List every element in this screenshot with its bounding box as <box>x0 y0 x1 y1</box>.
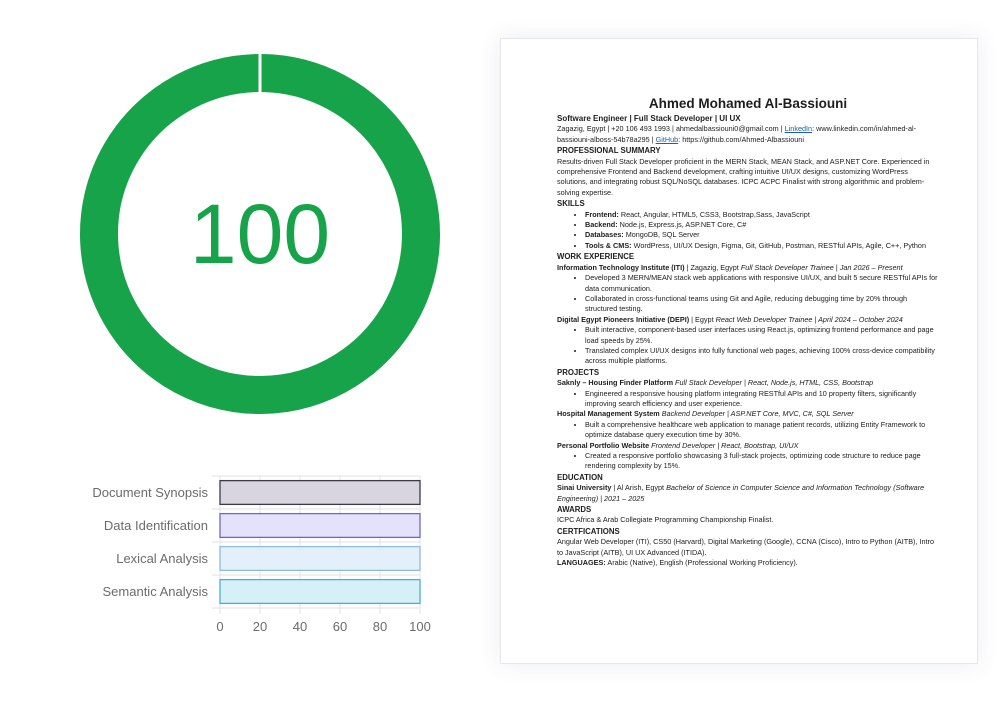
x-tick-label: 40 <box>292 619 308 634</box>
linkedin-link[interactable]: LinkedIn <box>784 124 813 134</box>
work-bullet: • Built interactive, component-based user interfaces using React.js, optimizing frontend performance and page load speeds by 25%. <box>585 325 939 346</box>
education-school: Sinai University <box>557 483 612 493</box>
skill-value: Node.js, Express.js, ASP.NET Core, C# <box>617 220 747 230</box>
skill-label: Tools & CMS: <box>585 240 632 250</box>
resume-contact <box>557 124 939 145</box>
languages-label: LANGUAGES: <box>557 558 606 568</box>
contact-details: Zagazig, Egypt | +20 106 493 1993 | ahmedalbassiouni0@gmail.com | <box>557 124 785 134</box>
education-heading: EDUCATION <box>557 472 603 482</box>
work-org: Information Technology Institute (ITI) <box>557 262 685 272</box>
project-title <box>557 441 939 451</box>
github-link[interactable]: GitHub <box>655 134 679 144</box>
skills-heading: SKILLS <box>557 199 585 209</box>
project-title <box>557 409 939 419</box>
work-bullets <box>557 273 939 315</box>
work-location: | Egypt <box>689 314 716 324</box>
skill-label: Databases: <box>585 230 624 240</box>
linkedin-url: : www.linkedin.com/in/ahmed-al-bassiouni-alboss-54b78a295 | <box>557 124 917 144</box>
x-tick-label: 0 <box>216 619 224 634</box>
resume-headline: Software Engineer | Full Stack Developer | UI UX <box>557 114 741 123</box>
skill-value: React, Angular, HTML5, CSS3, Bootstrap,Sass, JavaScript <box>618 209 810 219</box>
work-org: Digital Egypt Pioneers Initiative (DEPI) <box>557 314 690 324</box>
awards-text: ICPC Africa & Arab Collegiate Programming Championship Finalist. <box>557 515 774 525</box>
work-role: Full Stack Developer Trainee | Jan 2026 – Present <box>740 262 903 272</box>
work-bullet: • Developed 3 MERN/MEAN stack web applications with responsive UI/UX, and built 5 secure RESTful APIs for data communication. <box>585 273 939 294</box>
category-label: Lexical Analysis <box>116 551 208 566</box>
bar <box>220 547 420 571</box>
work-entry-title <box>557 263 939 273</box>
project-role: Full Stack Developer | React, Node.js, HTML, CSS, Bootstrap <box>673 378 874 388</box>
work-entry-title <box>557 315 939 325</box>
education-entry <box>557 483 939 504</box>
bar <box>220 481 420 505</box>
education-degree: Bachelor of Science in Computer Science and Information Technology (Software Engineering) | 2021 – 2025 <box>557 483 925 503</box>
score-gauge <box>60 44 460 424</box>
x-tick-label: 20 <box>252 619 268 634</box>
projects-heading: PROJECTS <box>557 367 600 377</box>
project-bullets <box>557 420 939 441</box>
skill-item <box>585 220 939 230</box>
work-bullets <box>557 325 939 367</box>
languages-text: Arabic (Native), English (Professional Working Proficiency). <box>605 558 798 568</box>
github-url: : https://github.com/Ahmed-Albassiouni <box>678 134 804 144</box>
skill-value: MongoDB, SQL Server <box>623 230 700 240</box>
summary-heading: PROFESSIONAL SUMMARY <box>557 146 661 156</box>
project-bullets <box>557 389 939 410</box>
project-bullet: • Created a responsive portfolio showcasing 3 full-stack projects, optimizing code structure to reduce page rendering complexity by 15%. <box>585 451 939 472</box>
awards-heading: AWARDS <box>557 505 592 515</box>
skill-item <box>585 230 939 240</box>
x-tick-label: 100 <box>409 619 431 634</box>
work-heading: WORK EXPERIENCE <box>557 252 635 262</box>
category-label: Data Identification <box>103 518 208 533</box>
bar-chart-svg <box>60 466 460 646</box>
project-bullet: • Built a comprehensive healthcare web application to manage patient records, utilizing Entity Framework to optimize database query execution time by 30%. <box>585 420 939 441</box>
skill-value: WordPress, UI/UX Design, Figma, Git, GitHub, Postman, RESTful APIs, Agile, C++, Python <box>631 240 927 250</box>
summary-text: Results-driven Full Stack Developer proficient in the MERN Stack, MEAN Stack, and ASP.NET Core. Experienced in comprehensive Frontend and Backend development, crafting intuitive UI/UX designs, customizing WordPress solutions, and integrating robust SQL/NoSQL databases. ICPC ACPC Finalist with strong algorithmic and problem-solving expertise. <box>557 156 930 197</box>
project-bullets <box>557 451 939 472</box>
x-tick-label: 80 <box>372 619 388 634</box>
skill-item <box>585 210 939 220</box>
skill-label: Backend: <box>585 220 618 230</box>
category-label: Semantic Analysis <box>102 584 208 599</box>
work-bullet: • Translated complex UI/UX designs into fully functional web pages, achieving 100% cross-device compatibility across multiple platforms. <box>585 346 939 367</box>
project-bullet: • Engineered a responsive housing platform integrating RESTful APIs and 10 property filters, significantly improving search efficiency and user experience. <box>585 389 939 410</box>
education-location: | Al Arish, Egypt <box>611 483 667 493</box>
chart-x-tick-labels <box>216 619 430 634</box>
skills-list <box>557 210 939 252</box>
work-location: | Zagazig, Egypt <box>684 262 741 272</box>
project-role: Backend Developer | ASP.NET Core, MVC, C#, SQL Server <box>659 409 854 419</box>
chart-category-labels <box>92 485 208 599</box>
project-name: Saknly – Housing Finder Platform <box>557 378 674 388</box>
skill-label: Frontend: <box>585 209 619 219</box>
project-name: Hospital Management System <box>557 409 660 419</box>
project-role: Frontend Developer | React, Bootstrap, UI/UX <box>649 440 799 450</box>
languages-line <box>557 558 939 568</box>
bar <box>220 580 420 604</box>
certifications-text: Angular Web Developer (ITI), CS50 (Harvard), Digital Marketing (Google), CCNA (Cisco), Intro to Python (AITB), Intro to JavaScript (AITB), UI UX Advanced (ITIDA). <box>557 537 934 557</box>
category-label: Document Synopsis <box>92 485 208 500</box>
work-bullet: • Collaborated in cross-functional teams using Git and Agile, reducing debugging time by 20% through structured testing. <box>585 294 939 315</box>
x-tick-label: 60 <box>332 619 348 634</box>
certifications-heading: CERTFICATIONS <box>557 526 620 536</box>
work-role: React Web Developer Trainee | April 2024 – October 2024 <box>715 314 903 324</box>
resume-document <box>500 38 978 664</box>
resume-name: Ahmed Mohamed Al-Bassiouni <box>648 96 848 111</box>
project-title <box>557 378 939 388</box>
analysis-bar-chart <box>60 466 460 646</box>
project-name: Personal Portfolio Website <box>557 440 650 450</box>
score-ring-svg <box>60 44 460 424</box>
skill-item <box>585 241 939 251</box>
bar <box>220 514 420 538</box>
score-value: 100 <box>189 187 331 281</box>
